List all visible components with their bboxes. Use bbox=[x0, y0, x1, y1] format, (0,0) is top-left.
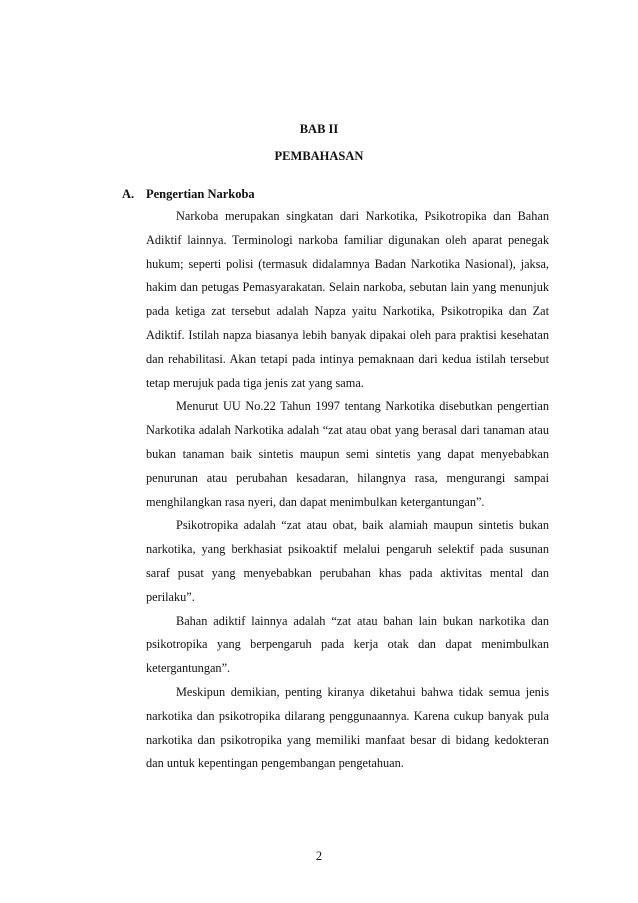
chapter-number: BAB II bbox=[299, 122, 339, 136]
chapter-title: PEMBAHASAN bbox=[274, 149, 364, 163]
paragraph-narkoba-definition: Narkoba merupakan singkatan dari Narkotika, Psikotropika dan Bahan Adiktif lainnya. Terminologi narkoba familiar digunakan oleh aparat penegak hukum; seperti polisi (termasuk didalamnya Badan Narkotika Nasional), jaksa, hakim dan petugas Pemasyarakatan. Selain narkoba, sebutan lain yang menunjuk pada ketiga zat tersebut adalah Napza yaitu Narkotika, Psikotropika dan Zat Adiktif. Istilah napza biasanya lebih banyak dipakai oleh para praktisi kesehatan dan rehabilitasi. Akan tetapi pada intinya pemaknaan dari kedua istilah tersebut tetap merujuk pada tiga jenis zat yang sama. bbox=[146, 209, 549, 390]
section-title: Pengertian Narkoba bbox=[146, 187, 255, 201]
paragraph-narkotika-law: Menurut UU No.22 Tahun 1997 tentang Narkotika disebutkan pengertian Narkotika adalah Narkotika adalah “zat atau obat yang berasal dari tanaman atau bukan tanaman baik sintetis maupun semi sintetis yang dapat menyebabkan penurunan atau perubahan kesadaran, hilangnya rasa, mengurangi sampai menghilangkan rasa nyeri, dan dapat menimbulkan ketergantungan”. bbox=[146, 399, 549, 509]
page-number: 2 bbox=[315, 849, 323, 863]
section-heading bbox=[122, 186, 255, 202]
paragraph-bahan-adiktif: Bahan adiktif lainnya adalah “zat atau bahan lain bukan narkotika dan psikotropika yang berpengaruh pada kerja otak dan dapat menimbulkan ketergantungan”. bbox=[146, 613, 549, 676]
section-body bbox=[146, 205, 549, 776]
paragraph-medical-use: Meskipun demikian, penting kiranya diketahui bahwa tidak semua jenis narkotika dan psikotropika dilarang penggunaannya. Karena cukup banyak pula narkotika dan psikotropika yang memiliki manfaat besar di bidang kedokteran dan untuk kepentingan pengembangan pengetahuan. bbox=[146, 684, 549, 771]
paragraph-psikotropika: Psikotropika adalah “zat atau obat, baik alamiah maupun sintetis bukan narkotika, yang berkhasiat psikoaktif melalui pengaruh selektif pada susunan saraf pusat yang menyebabkan perubahan khas pada aktivitas mental dan perilaku”. bbox=[146, 518, 549, 604]
section-letter: A. bbox=[122, 187, 135, 201]
